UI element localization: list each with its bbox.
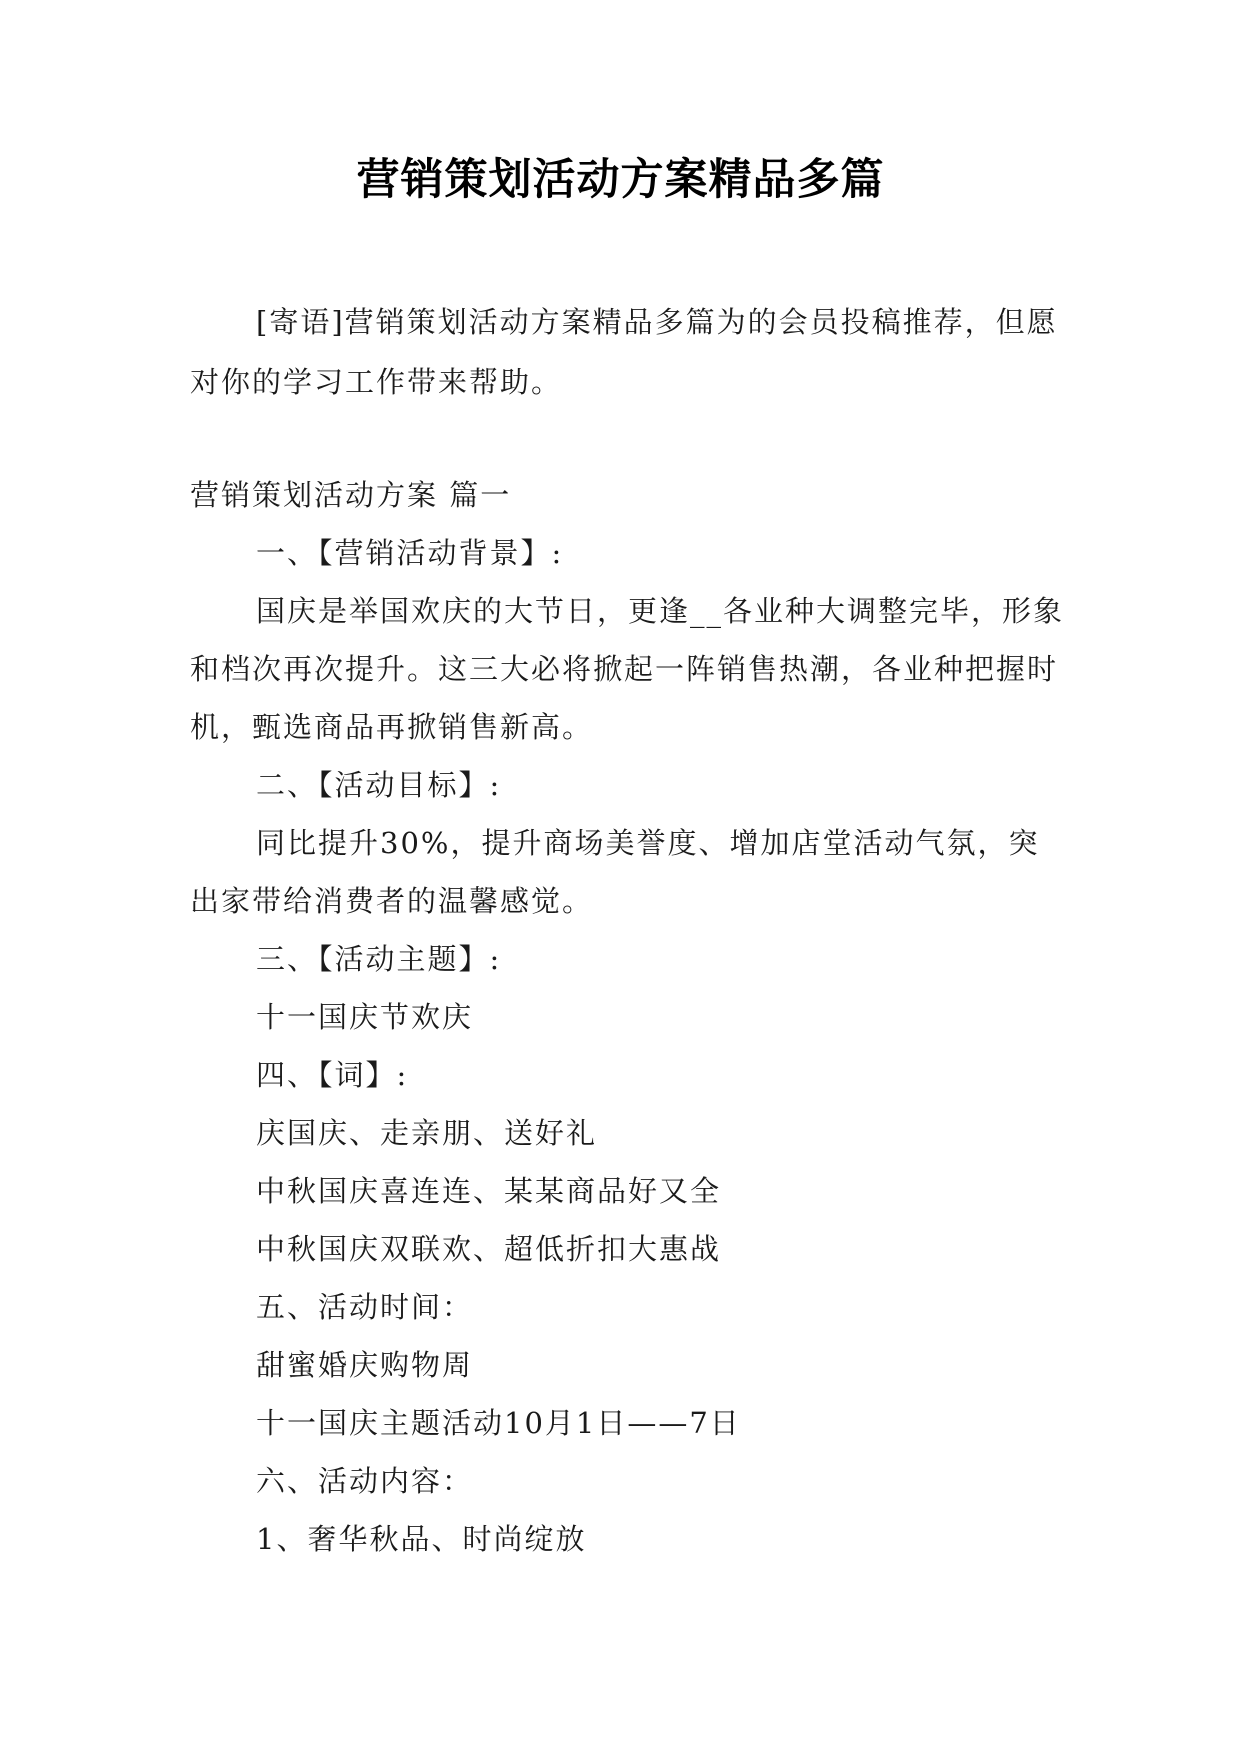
slogan-line: 中秋国庆双联欢、超低折扣大惠战 [256, 1232, 722, 1266]
heading-time: 五、活动时间： [256, 1290, 474, 1324]
paragraph-background: 国庆是举国欢庆的大节日，更逢__各业种大调整完毕，形象和档次再次提升。这三大必将掀起一阵销售热潮，各业种把握时机，甄选商品再掀销售新高。 [190, 594, 1065, 744]
paragraph-goal: 同比提升30%，提升商场美誉度、增加店堂活动气氛，突出家带给消费者的温馨感觉。 [190, 826, 1040, 918]
paragraph-content: 1、奢华秋品、时尚绽放 [256, 1522, 587, 1556]
heading-theme: 三、【活动主题】: [256, 942, 502, 976]
slogan-line: 庆国庆、走亲朋、送好礼 [256, 1116, 598, 1150]
paragraph-time: 甜蜜婚庆购物周 [256, 1348, 474, 1382]
document-body [190, 524, 1070, 1568]
heading-goal: 二、【活动目标】: [256, 768, 502, 802]
section-heading: 营销策划活动方案 篇一 [190, 478, 512, 512]
slogan-line: 中秋国庆喜连连、某某商品好又全 [256, 1174, 722, 1208]
paragraph-theme: 十一国庆节欢庆 [256, 1000, 474, 1034]
heading-slogans: 四、【词】: [256, 1058, 409, 1092]
intro-paragraph: [寄语]营销策划活动方案精品多篇为的会员投稿推荐，但愿对你的学习工作带来帮助。 [190, 305, 1058, 399]
paragraph-time: 十一国庆主题活动10月1日——7日 [256, 1406, 741, 1440]
heading-background: 一、【营销活动背景】: [256, 536, 564, 570]
document-title: 营销策划活动方案精品多篇 [356, 155, 885, 205]
heading-content: 六、活动内容： [256, 1464, 474, 1498]
